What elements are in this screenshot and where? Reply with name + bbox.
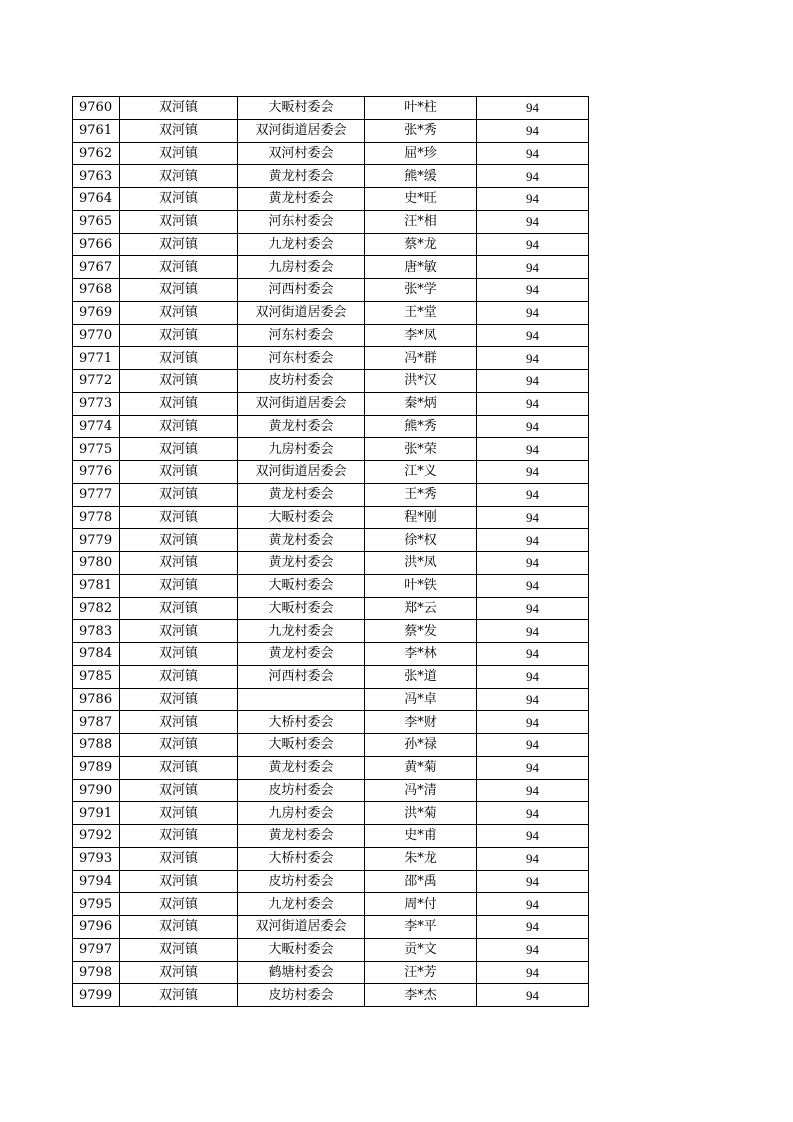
table-row (73, 165, 589, 188)
score-cell: 94 (477, 461, 589, 484)
table-row (73, 847, 589, 870)
row-number-cell: 9794 (73, 870, 120, 893)
name-cell: 熊*缓 (365, 165, 477, 188)
row-number-cell: 9774 (73, 415, 120, 438)
row-number-cell: 9791 (73, 802, 120, 825)
table-row (73, 984, 589, 1007)
town-cell: 双河镇 (120, 415, 238, 438)
committee-cell: 大畈村委会 (238, 97, 365, 120)
table-row (73, 461, 589, 484)
row-number-cell: 9787 (73, 711, 120, 734)
town-cell: 双河镇 (120, 370, 238, 393)
score-cell: 94 (477, 97, 589, 120)
committee-cell: 皮坊村委会 (238, 370, 365, 393)
table-row (73, 756, 589, 779)
town-cell: 双河镇 (120, 643, 238, 666)
town-cell: 双河镇 (120, 847, 238, 870)
row-number-cell: 9761 (73, 119, 120, 142)
row-number-cell: 9799 (73, 984, 120, 1007)
table-row (73, 438, 589, 461)
committee-cell: 黄龙村委会 (238, 552, 365, 575)
row-number-cell: 9770 (73, 324, 120, 347)
row-number-cell: 9777 (73, 483, 120, 506)
town-cell: 双河镇 (120, 597, 238, 620)
table-row (73, 188, 589, 211)
town-cell: 双河镇 (120, 97, 238, 120)
name-cell: 江*义 (365, 461, 477, 484)
table-row (73, 916, 589, 939)
name-cell: 王*堂 (365, 301, 477, 324)
name-cell: 黄*菊 (365, 756, 477, 779)
table-row (73, 688, 589, 711)
row-number-cell: 9797 (73, 938, 120, 961)
score-cell: 94 (477, 415, 589, 438)
score-cell: 94 (477, 916, 589, 939)
name-cell: 程*刚 (365, 506, 477, 529)
committee-cell: 双河街道居委会 (238, 301, 365, 324)
table-row (73, 347, 589, 370)
row-number-cell: 9762 (73, 142, 120, 165)
score-cell: 94 (477, 802, 589, 825)
town-cell: 双河镇 (120, 301, 238, 324)
table-row (73, 324, 589, 347)
score-cell: 94 (477, 597, 589, 620)
name-cell: 叶*柱 (365, 97, 477, 120)
row-number-cell: 9779 (73, 529, 120, 552)
score-cell: 94 (477, 392, 589, 415)
committee-cell: 黄龙村委会 (238, 756, 365, 779)
name-cell: 冯*卓 (365, 688, 477, 711)
score-cell: 94 (477, 779, 589, 802)
town-cell: 双河镇 (120, 188, 238, 211)
score-cell: 94 (477, 142, 589, 165)
table-row (73, 643, 589, 666)
name-cell: 李*财 (365, 711, 477, 734)
table-row (73, 825, 589, 848)
committee-cell: 双河村委会 (238, 142, 365, 165)
committee-cell: 皮坊村委会 (238, 779, 365, 802)
table-row (73, 961, 589, 984)
town-cell: 双河镇 (120, 506, 238, 529)
committee-cell: 河东村委会 (238, 324, 365, 347)
committee-cell: 皮坊村委会 (238, 984, 365, 1007)
table-row (73, 893, 589, 916)
table-row (73, 870, 589, 893)
row-number-cell: 9792 (73, 825, 120, 848)
name-cell: 冯*群 (365, 347, 477, 370)
score-cell: 94 (477, 893, 589, 916)
name-cell: 汪*相 (365, 210, 477, 233)
committee-cell: 河东村委会 (238, 210, 365, 233)
name-cell: 张*道 (365, 665, 477, 688)
table-row (73, 506, 589, 529)
table-row (73, 802, 589, 825)
committee-cell: 黄龙村委会 (238, 643, 365, 666)
name-cell: 汪*芳 (365, 961, 477, 984)
row-number-cell: 9760 (73, 97, 120, 120)
committee-cell: 大畈村委会 (238, 597, 365, 620)
committee-cell: 双河街道居委会 (238, 916, 365, 939)
table-row (73, 734, 589, 757)
name-cell: 洪*汉 (365, 370, 477, 393)
committee-cell: 黄龙村委会 (238, 188, 365, 211)
row-number-cell: 9784 (73, 643, 120, 666)
score-cell: 94 (477, 506, 589, 529)
table-body (73, 97, 589, 1007)
town-cell: 双河镇 (120, 165, 238, 188)
name-cell: 张*荣 (365, 438, 477, 461)
name-cell: 熊*秀 (365, 415, 477, 438)
score-cell: 94 (477, 552, 589, 575)
row-number-cell: 9766 (73, 233, 120, 256)
score-cell: 94 (477, 688, 589, 711)
committee-cell: 九龙村委会 (238, 620, 365, 643)
name-cell: 洪*菊 (365, 802, 477, 825)
committee-cell: 河东村委会 (238, 347, 365, 370)
table-row (73, 256, 589, 279)
score-cell: 94 (477, 756, 589, 779)
score-cell: 94 (477, 165, 589, 188)
row-number-cell: 9798 (73, 961, 120, 984)
score-cell: 94 (477, 279, 589, 302)
committee-cell: 大畈村委会 (238, 506, 365, 529)
score-cell: 94 (477, 438, 589, 461)
name-cell: 李*平 (365, 916, 477, 939)
committee-cell: 九房村委会 (238, 802, 365, 825)
row-number-cell: 9776 (73, 461, 120, 484)
town-cell: 双河镇 (120, 256, 238, 279)
row-number-cell: 9783 (73, 620, 120, 643)
name-cell: 唐*敏 (365, 256, 477, 279)
name-cell: 郑*云 (365, 597, 477, 620)
name-cell: 贡*文 (365, 938, 477, 961)
row-number-cell: 9763 (73, 165, 120, 188)
committee-cell: 九房村委会 (238, 438, 365, 461)
row-number-cell: 9789 (73, 756, 120, 779)
name-cell: 张*秀 (365, 119, 477, 142)
table-row (73, 620, 589, 643)
name-cell: 蔡*龙 (365, 233, 477, 256)
committee-cell: 双河街道居委会 (238, 461, 365, 484)
committee-cell: 皮坊村委会 (238, 870, 365, 893)
score-cell: 94 (477, 574, 589, 597)
table-row (73, 529, 589, 552)
table-row (73, 552, 589, 575)
score-cell: 94 (477, 233, 589, 256)
town-cell: 双河镇 (120, 461, 238, 484)
row-number-cell: 9771 (73, 347, 120, 370)
table-row (73, 392, 589, 415)
name-cell: 蔡*发 (365, 620, 477, 643)
row-number-cell: 9769 (73, 301, 120, 324)
name-cell: 徐*权 (365, 529, 477, 552)
score-cell: 94 (477, 825, 589, 848)
table-row (73, 279, 589, 302)
town-cell: 双河镇 (120, 574, 238, 597)
town-cell: 双河镇 (120, 734, 238, 757)
town-cell: 双河镇 (120, 711, 238, 734)
name-cell: 李*凤 (365, 324, 477, 347)
score-cell: 94 (477, 620, 589, 643)
score-cell: 94 (477, 188, 589, 211)
row-number-cell: 9782 (73, 597, 120, 620)
score-cell: 94 (477, 483, 589, 506)
name-cell: 孙*禄 (365, 734, 477, 757)
committee-cell: 河西村委会 (238, 279, 365, 302)
name-cell: 洪*凤 (365, 552, 477, 575)
name-cell: 朱*龙 (365, 847, 477, 870)
committee-cell: 河西村委会 (238, 665, 365, 688)
town-cell: 双河镇 (120, 620, 238, 643)
name-cell: 王*秀 (365, 483, 477, 506)
committee-cell: 双河街道居委会 (238, 392, 365, 415)
row-number-cell: 9781 (73, 574, 120, 597)
name-cell: 周*付 (365, 893, 477, 916)
town-cell: 双河镇 (120, 802, 238, 825)
town-cell: 双河镇 (120, 938, 238, 961)
table-row (73, 938, 589, 961)
score-cell: 94 (477, 643, 589, 666)
row-number-cell: 9788 (73, 734, 120, 757)
row-number-cell: 9764 (73, 188, 120, 211)
row-number-cell: 9785 (73, 665, 120, 688)
row-number-cell: 9786 (73, 688, 120, 711)
score-cell: 94 (477, 256, 589, 279)
row-number-cell: 9778 (73, 506, 120, 529)
name-cell: 叶*铁 (365, 574, 477, 597)
score-cell: 94 (477, 711, 589, 734)
score-cell: 94 (477, 938, 589, 961)
name-cell: 史*旺 (365, 188, 477, 211)
name-cell: 邵*禹 (365, 870, 477, 893)
committee-cell (238, 688, 365, 711)
name-cell: 李*杰 (365, 984, 477, 1007)
row-number-cell: 9793 (73, 847, 120, 870)
table-row (73, 711, 589, 734)
row-number-cell: 9773 (73, 392, 120, 415)
score-cell: 94 (477, 301, 589, 324)
score-cell: 94 (477, 210, 589, 233)
score-cell: 94 (477, 665, 589, 688)
table-row (73, 370, 589, 393)
town-cell: 双河镇 (120, 893, 238, 916)
row-number-cell: 9775 (73, 438, 120, 461)
table-row (73, 415, 589, 438)
name-cell: 李*林 (365, 643, 477, 666)
committee-cell: 黄龙村委会 (238, 529, 365, 552)
town-cell: 双河镇 (120, 916, 238, 939)
table-row (73, 574, 589, 597)
score-cell: 94 (477, 119, 589, 142)
committee-cell: 大桥村委会 (238, 711, 365, 734)
score-cell: 94 (477, 961, 589, 984)
score-cell: 94 (477, 847, 589, 870)
row-number-cell: 9765 (73, 210, 120, 233)
name-cell: 屈*珍 (365, 142, 477, 165)
name-cell: 张*学 (365, 279, 477, 302)
table-row (73, 597, 589, 620)
score-cell: 94 (477, 370, 589, 393)
data-table (72, 96, 589, 1007)
town-cell: 双河镇 (120, 529, 238, 552)
committee-cell: 九龙村委会 (238, 233, 365, 256)
committee-cell: 黄龙村委会 (238, 825, 365, 848)
committee-cell: 九房村委会 (238, 256, 365, 279)
town-cell: 双河镇 (120, 779, 238, 802)
name-cell: 史*甫 (365, 825, 477, 848)
town-cell: 双河镇 (120, 438, 238, 461)
committee-cell: 大畈村委会 (238, 734, 365, 757)
committee-cell: 黄龙村委会 (238, 165, 365, 188)
row-number-cell: 9780 (73, 552, 120, 575)
score-cell: 94 (477, 870, 589, 893)
committee-cell: 双河街道居委会 (238, 119, 365, 142)
town-cell: 双河镇 (120, 483, 238, 506)
table-row (73, 233, 589, 256)
table-row (73, 210, 589, 233)
score-cell: 94 (477, 984, 589, 1007)
town-cell: 双河镇 (120, 665, 238, 688)
town-cell: 双河镇 (120, 142, 238, 165)
name-cell: 冯*清 (365, 779, 477, 802)
committee-cell: 大畈村委会 (238, 938, 365, 961)
row-number-cell: 9795 (73, 893, 120, 916)
town-cell: 双河镇 (120, 870, 238, 893)
town-cell: 双河镇 (120, 324, 238, 347)
table-row (73, 483, 589, 506)
town-cell: 双河镇 (120, 552, 238, 575)
table-row (73, 665, 589, 688)
row-number-cell: 9790 (73, 779, 120, 802)
town-cell: 双河镇 (120, 984, 238, 1007)
town-cell: 双河镇 (120, 233, 238, 256)
town-cell: 双河镇 (120, 210, 238, 233)
committee-cell: 大畈村委会 (238, 574, 365, 597)
town-cell: 双河镇 (120, 279, 238, 302)
score-cell: 94 (477, 734, 589, 757)
row-number-cell: 9768 (73, 279, 120, 302)
score-cell: 94 (477, 347, 589, 370)
town-cell: 双河镇 (120, 961, 238, 984)
table-row (73, 119, 589, 142)
town-cell: 双河镇 (120, 119, 238, 142)
town-cell: 双河镇 (120, 825, 238, 848)
committee-cell: 大桥村委会 (238, 847, 365, 870)
table-row (73, 142, 589, 165)
table-row (73, 301, 589, 324)
town-cell: 双河镇 (120, 688, 238, 711)
committee-cell: 九龙村委会 (238, 893, 365, 916)
score-cell: 94 (477, 529, 589, 552)
committee-cell: 黄龙村委会 (238, 415, 365, 438)
score-cell: 94 (477, 324, 589, 347)
committee-cell: 鹤塘村委会 (238, 961, 365, 984)
table-row (73, 779, 589, 802)
town-cell: 双河镇 (120, 392, 238, 415)
town-cell: 双河镇 (120, 756, 238, 779)
town-cell: 双河镇 (120, 347, 238, 370)
committee-cell: 黄龙村委会 (238, 483, 365, 506)
row-number-cell: 9796 (73, 916, 120, 939)
row-number-cell: 9767 (73, 256, 120, 279)
table-row (73, 97, 589, 120)
name-cell: 秦*炳 (365, 392, 477, 415)
row-number-cell: 9772 (73, 370, 120, 393)
